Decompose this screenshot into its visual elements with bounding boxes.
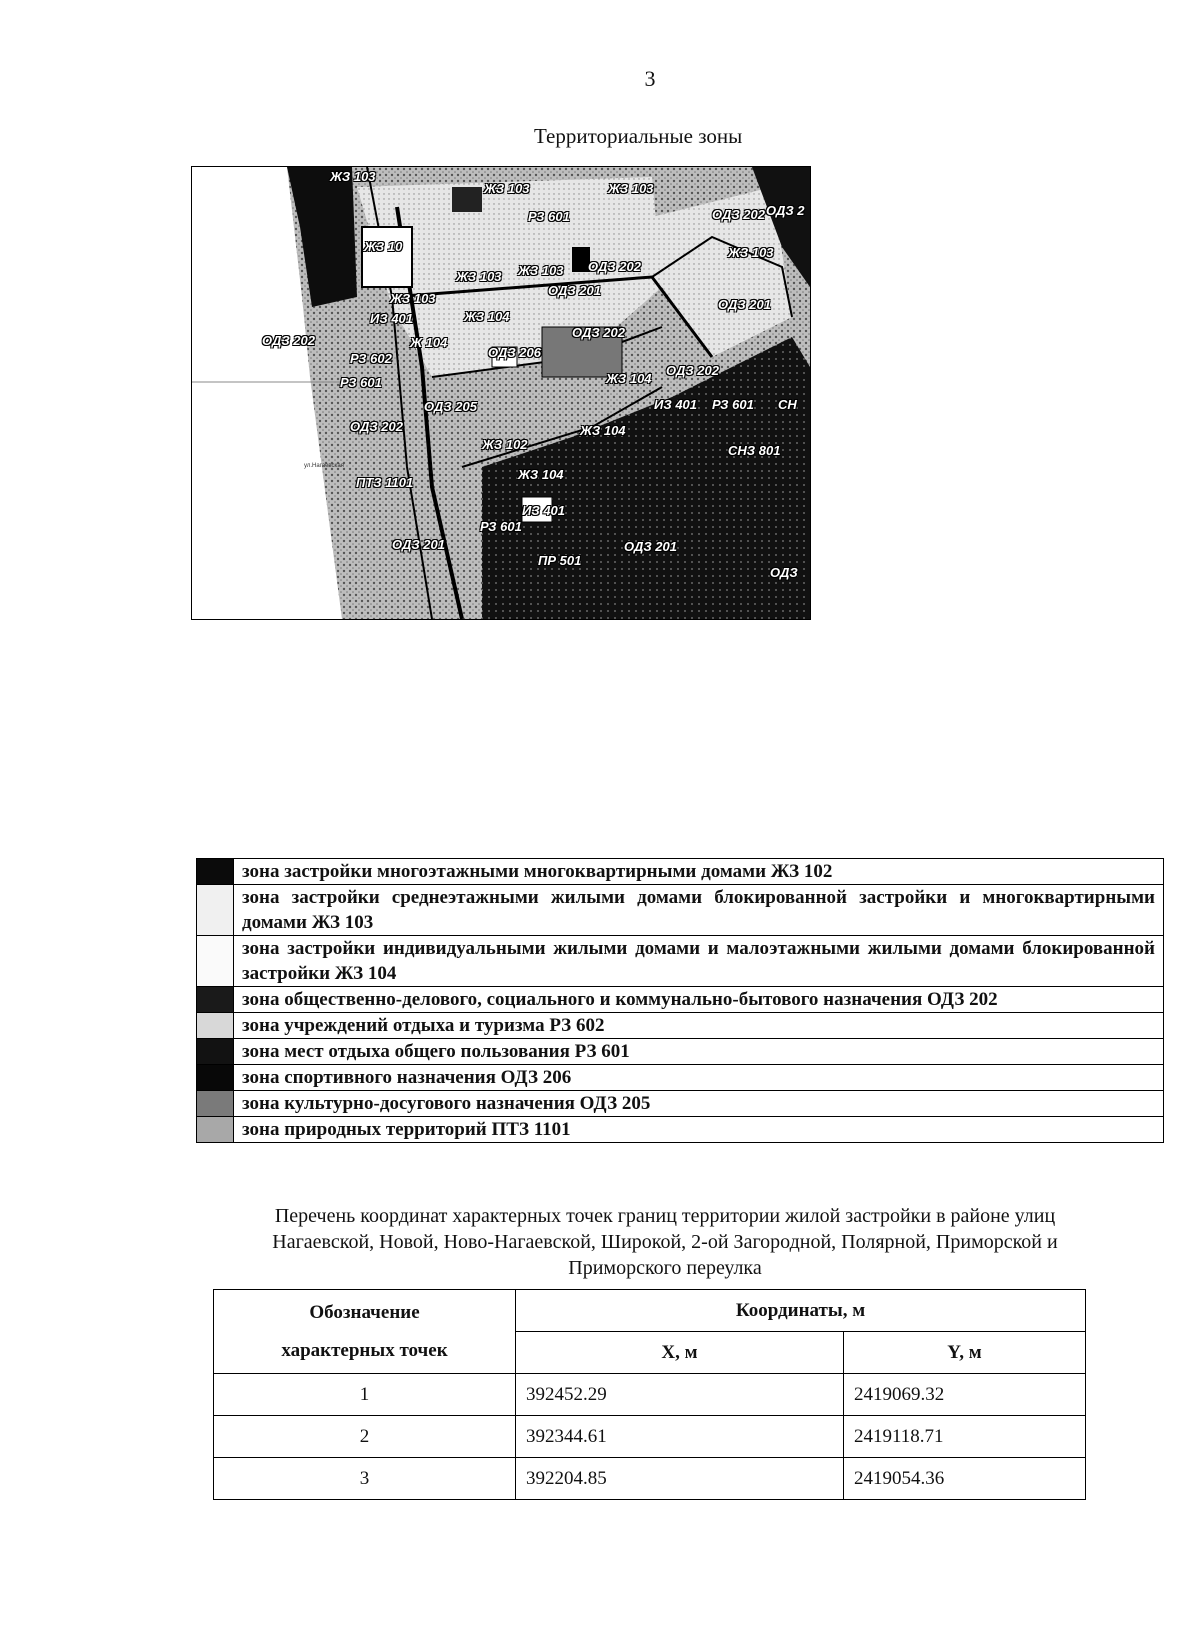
coordinates-table — [213, 1289, 1086, 1500]
map-title: Территориальные зоны — [534, 124, 743, 148]
table-row — [214, 1458, 1086, 1500]
legend-text: зона культурно-досугового назначения ОДЗ 205 — [234, 1091, 1164, 1117]
zone-label-rz601: РЗ 601 — [340, 375, 382, 390]
point-number: 3 — [214, 1458, 516, 1500]
zone-label-rz601: РЗ 601 — [712, 397, 754, 412]
legend-swatch — [197, 1013, 234, 1039]
table-row — [214, 1374, 1086, 1416]
zone-label-zh103: ЖЗ 103 — [518, 263, 564, 278]
y-header: Y, м — [844, 1332, 1086, 1374]
zone-label-odz202: ОДЗ 202 — [666, 363, 719, 378]
legend-text: зона застройки среднеэтажными жилыми домами блокированной застройки и многоквартирными домами ЖЗ 103 — [234, 885, 1164, 936]
zone-label-odz: ОДЗ — [770, 565, 798, 580]
legend-swatch — [197, 987, 234, 1013]
coordinates-header: Координаты, м — [516, 1290, 1086, 1332]
legend-text: зона мест отдыха общего пользования РЗ 601 — [234, 1039, 1164, 1065]
zone-label-odz202: ОДЗ 202 — [350, 419, 403, 434]
legend-row — [197, 1065, 1164, 1091]
legend-swatch — [197, 1039, 234, 1065]
zone-label-zh104: ЖЗ 104 — [580, 423, 626, 438]
zone-label-odz205: ОДЗ 205 — [424, 399, 477, 414]
designation-header — [214, 1290, 516, 1374]
zone-label-zh102: ЖЗ 102 — [482, 437, 528, 452]
legend-swatch — [197, 859, 234, 885]
legend-text: зона застройки индивидуальными жилыми домами и малоэтажными жилыми домами блокированной застройки ЖЗ 104 — [234, 936, 1164, 987]
zone-label-iz401: ИЗ 401 — [370, 311, 414, 326]
zone-label-zh103: ЖЗ 103 — [456, 269, 502, 284]
legend-row — [197, 1117, 1164, 1143]
zone-label-odz201: ОДЗ 201 — [548, 283, 601, 298]
page-number: 3 — [644, 66, 656, 91]
legend-row — [197, 1091, 1164, 1117]
zone-label-iz401: ИЗ 401 — [522, 503, 566, 518]
legend-text: зона спортивного назначения ОДЗ 206 — [234, 1065, 1164, 1091]
y-value: 2419118.71 — [844, 1416, 1086, 1458]
legend-text: зона застройки многоэтажными многоквартирными домами ЖЗ 102 — [234, 859, 1164, 885]
legend-row — [197, 1013, 1164, 1039]
legend-swatch — [197, 885, 234, 936]
point-number: 2 — [214, 1416, 516, 1458]
zone-label-zh103: ЖЗ 103 — [390, 291, 436, 306]
zone-label-odz201: ОДЗ 201 — [392, 537, 445, 552]
zone-label-odz202: ОДЗ 202 — [262, 333, 315, 348]
zone-label-iz401: ИЗ 401 — [654, 397, 698, 412]
zone-label-odz206: ОДЗ 206 — [488, 345, 541, 360]
table-row — [214, 1416, 1086, 1458]
zone-label-zh103: ЖЗ 103 — [608, 181, 654, 196]
zone-label-zh103: ЖЗ 103 — [330, 169, 376, 184]
zone-label-odz201: ОДЗ 201 — [624, 539, 677, 554]
designation-header-line1: Обозначение — [309, 1301, 420, 1323]
zone-label-rz602: РЗ 602 — [350, 351, 392, 366]
y-value: 2419069.32 — [844, 1374, 1086, 1416]
legend-swatch — [197, 936, 234, 987]
legend-text: зона общественно-делового, социального и коммунально-бытового назначения ОДЗ 202 — [234, 987, 1164, 1013]
zone-label-odz202: ОДЗ 202 — [712, 207, 765, 222]
zone-label-zh104: ЖЗ 104 — [606, 371, 652, 386]
zone-label-ptz1101: ПТЗ 1101 — [356, 475, 414, 490]
legend-text: зона учреждений отдыха и туризма РЗ 602 — [234, 1013, 1164, 1039]
zone-label-zh103: ЖЗ 103 — [484, 181, 530, 196]
designation-header-line2: характерных точек — [281, 1339, 448, 1361]
zone-label-odz2: ОДЗ 2 — [766, 203, 805, 218]
legend-row — [197, 1039, 1164, 1065]
zone-label-zh104: ЖЗ 104 — [518, 467, 564, 482]
street-label: ул.Нагаевская — [304, 463, 344, 469]
zone-label-sn: СН — [778, 397, 797, 412]
zone-label-zh10: ЖЗ 10 — [364, 239, 403, 254]
point-number: 1 — [214, 1374, 516, 1416]
legend-text: зона природных территорий ПТЗ 1101 — [234, 1117, 1164, 1143]
zone-label-zh104: Ж 104 — [410, 335, 448, 350]
legend-row — [197, 885, 1164, 936]
zone-label-odz202: ОДЗ 202 — [588, 259, 641, 274]
legend-row — [197, 859, 1164, 885]
zoning-map — [191, 166, 811, 620]
legend-row — [197, 936, 1164, 987]
x-header: X, м — [516, 1332, 844, 1374]
legend-swatch — [197, 1065, 234, 1091]
legend-swatch — [197, 1117, 234, 1143]
zone-label-zh104: ЖЗ 104 — [464, 309, 510, 324]
x-value: 392344.61 — [516, 1416, 844, 1458]
zone-legend — [196, 858, 1164, 1143]
map-image — [192, 167, 810, 619]
legend-swatch — [197, 1091, 234, 1117]
zone-label-zh103: ЖЗ 103 — [728, 245, 774, 260]
zone-label-rz601: РЗ 601 — [480, 519, 522, 534]
zone-label-rz601: РЗ 601 — [528, 209, 570, 224]
x-value: 392204.85 — [516, 1458, 844, 1500]
zone-label-pr501: ПР 501 — [538, 553, 582, 568]
legend-row — [197, 987, 1164, 1013]
zone-label-odz202: ОДЗ 202 — [572, 325, 625, 340]
coordinates-title: Перечень координат характерных точек границ территории жилой застройки в районе улиц Нагаевской, Новой, Ново-Нагаевской, Широкой, 2-ой Загородной, Полярной, Приморской и Приморского переулка — [272, 1205, 1058, 1279]
zone-label-odz201: ОДЗ 201 — [718, 297, 771, 312]
zone-label-snz801: СНЗ 801 — [728, 443, 781, 458]
y-value: 2419054.36 — [844, 1458, 1086, 1500]
x-value: 392452.29 — [516, 1374, 844, 1416]
